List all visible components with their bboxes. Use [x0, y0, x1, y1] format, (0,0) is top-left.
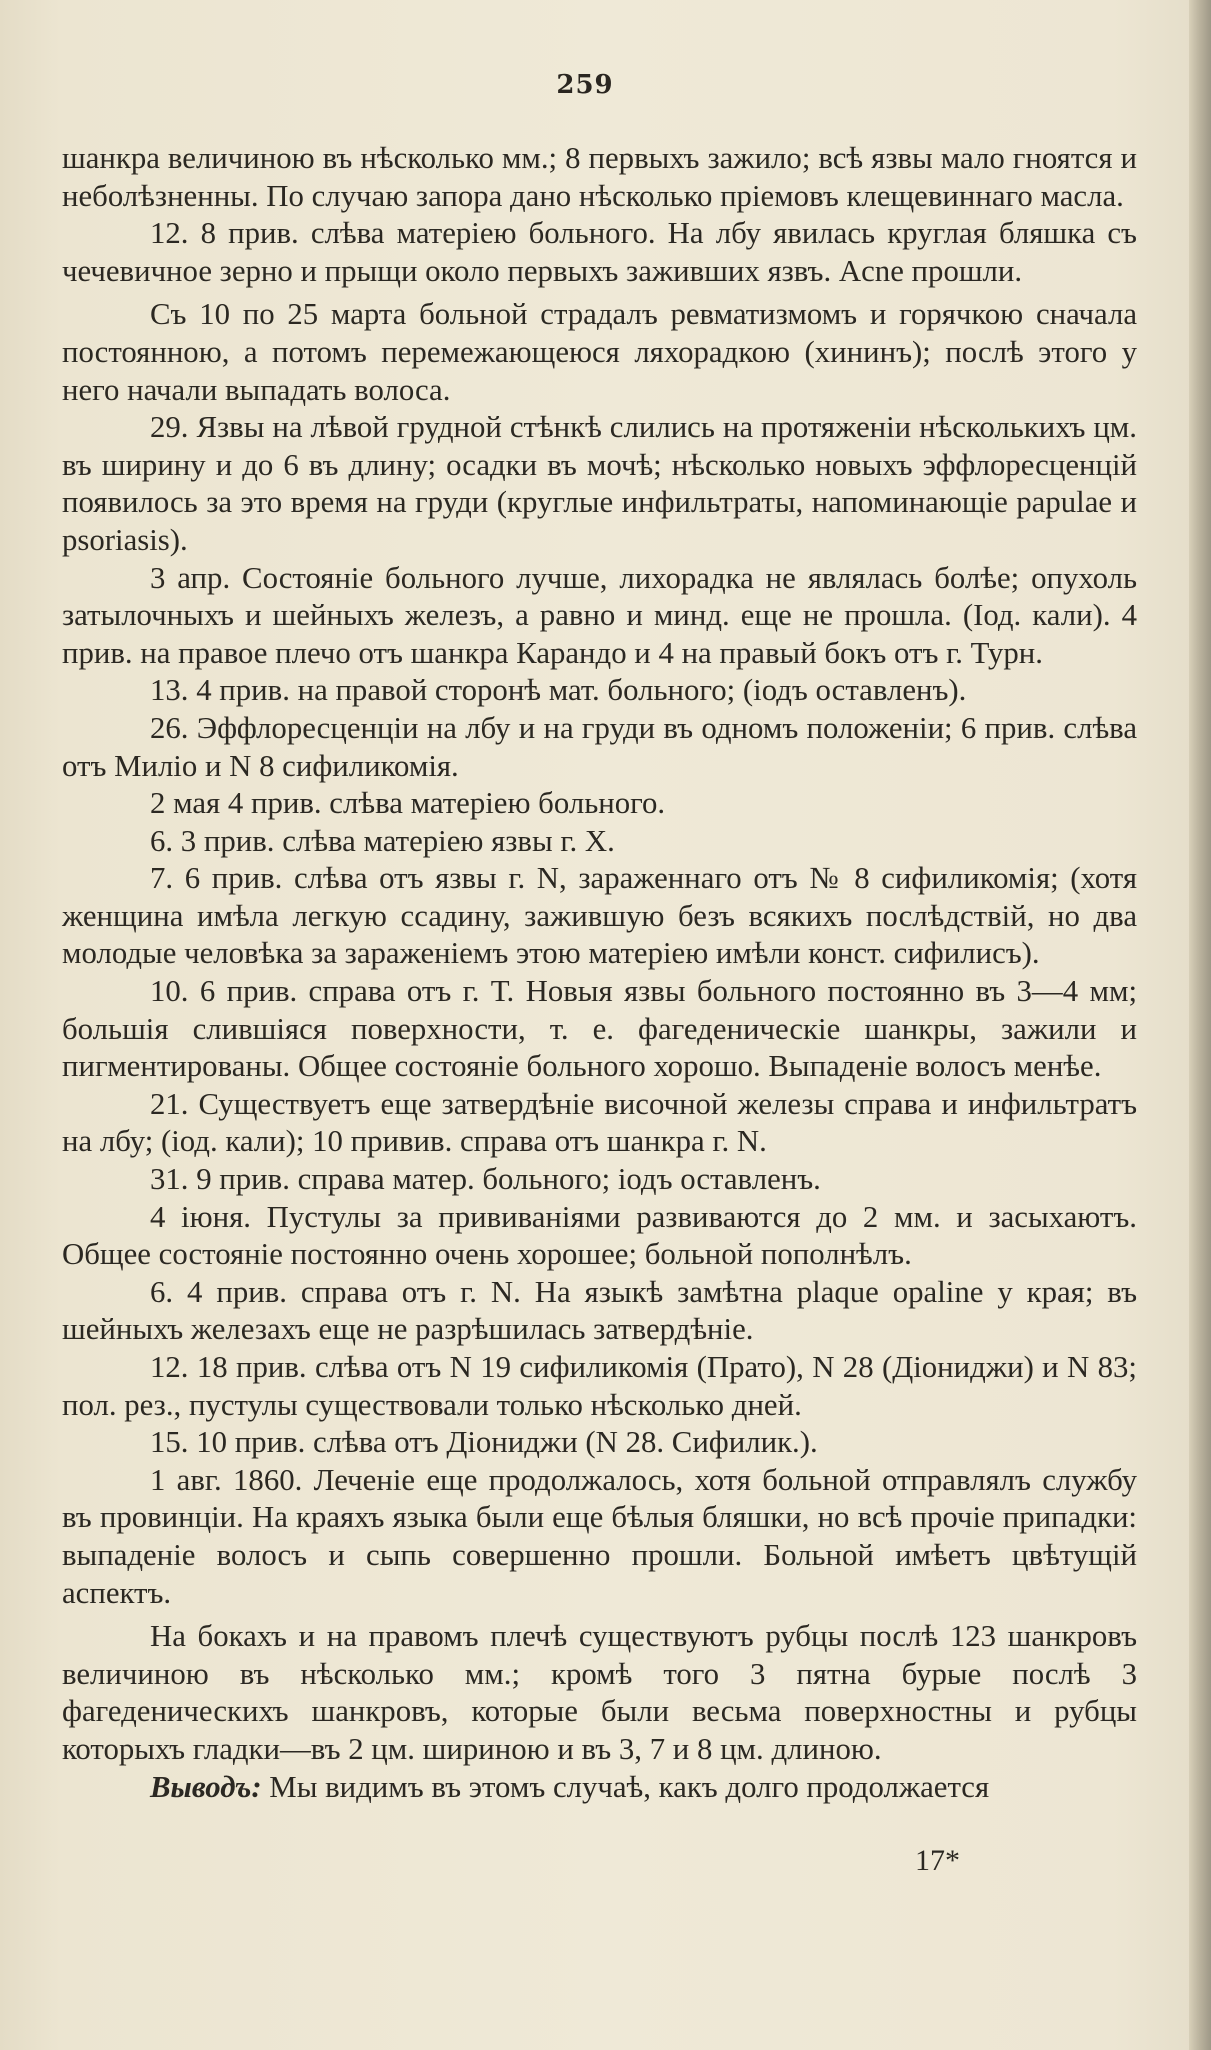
page-body-text: [62, 140, 1137, 1806]
paragraph-continuation: шанкра величиною въ нѣсколько мм.; 8 первыхъ зажило; всѣ язвы мало гноятся и неболѣзненны. По случаю запора дано нѣсколько пріемовъ клещевиннаго масла.: [62, 141, 1137, 213]
entry-april-13: 13. 4 прив. на правой сторонѣ мат. больного; (іодъ оставленъ).: [150, 673, 967, 708]
entry-june-15: 15. 10 прив. слѣва отъ Діониджи (N 28. Сифилик.).: [150, 1425, 818, 1460]
entry-april-26: 26. Эффлоресценціи на лбу и на груди въ одномъ положеніи; 6 прив. слѣва отъ Миліо и N 8 сифиликомія.: [62, 710, 1137, 783]
paragraph-conclusion: [62, 1769, 1137, 1807]
book-binding-edge: [1189, 0, 1211, 2050]
paragraph-fever: Съ 10 по 25 марта больной страдалъ ревматизмомъ и горячкою сначала постоянною, а потомъ перемежающеюся ляхорадкою (хининъ); послѣ этого у него начали выпадать волоса.: [62, 297, 1137, 407]
entry-may-21: 21. Существуетъ еще затвердѣніе височной железы справа и инфильтратъ на лбу; (іод. кали); 10 привив. справа отъ шанкра г. N.: [62, 1086, 1137, 1159]
signature-mark: 17*: [915, 1844, 960, 1877]
entry-june-12: 12. 18 прив. слѣва отъ N 19 сифиликомія (Прато), N 28 (Діониджи) и N 83; пол. рез., пустулы существовали только нѣсколько дней.: [62, 1350, 1137, 1422]
entry-march-12: 12. 8 прив. слѣва матеріею больного. На лбу явилась круглая бляшка съ чечевичное зерно и прыщи около первыхъ заживших язвъ. Acne прошли.: [62, 216, 1137, 288]
entry-may-7: 7. 6 прив. слѣва отъ язвы г. N, зараженнаго отъ № 8 сифиликомія; (хотя женщина имѣла легкую ссадину, зажившую безъ всякихъ послѣдствій, но два молодые человѣка за зараженіемъ этою матеріею имѣли конст. сифилисъ).: [62, 861, 1137, 971]
conclusion-label: Выводъ:: [150, 1769, 262, 1804]
entry-june-4: 4 іюня. Пустулы за прививаніями развиваются до 2 мм. и засыхаютъ. Общее состояніе постоянно очень хорошее; больной пополнѣлъ.: [62, 1199, 1137, 1272]
entry-may-2: 2 мая 4 прив. слѣва матеріею больного.: [150, 786, 666, 821]
entry-august-1: 1 авг. 1860. Леченіе еще продолжалось, хотя больной отправлялъ службу въ провинціи. На краяхъ языка были еще бѣлыя бляшки, но всѣ прочіе припадки: выпаденіе волосъ и сыпь совершенно прошли. Больной имѣетъ цвѣтущій аспектъ.: [62, 1462, 1137, 1610]
entry-may-31: 31. 9 прив. справа матер. больного; іодъ оставленъ.: [150, 1162, 821, 1197]
entry-june-6: 6. 4 прив. справа отъ г. N. На языкѣ замѣтна plaque opaline у края; въ шейныхъ железахъ еще не разрѣшилась затвердѣніе.: [62, 1274, 1137, 1347]
entry-march-29: 29. Язвы на лѣвой грудной стѣнкѣ слились на протяженіи нѣсколькихъ цм. въ ширину и до 6 въ длину; осадки въ мочѣ; нѣсколько новыхъ эффлоресценцій появилось за это время на груди (круглые инфильтраты, напоминающіе papulae и psoriasis).: [62, 410, 1137, 557]
entry-april-3: 3 апр. Состояніе больного лучше, лихорадка не являлась болѣе; опухоль затылочныхъ и шейныхъ железъ, а равно и минд. еще не прошла. (Іод. кали). 4 прив. на правое плечо отъ шанкра Карандо и 4 на правый бокъ отъ г. Турн.: [62, 560, 1137, 670]
paragraph-scars: На бокахъ и на правомъ плечѣ существуютъ рубцы послѣ 123 шанкровъ величиною въ нѣсколько мм.; кромѣ того 3 пятна бурые послѣ 3 фагеденическихъ шанкровъ, которые были весьма поверхностны и рубцы которыхъ гладки—въ 2 цм. шириною и въ 3, 7 и 8 цм. длиною.: [62, 1619, 1137, 1766]
entry-may-6: 6. 3 прив. слѣва матеріею язвы г. X.: [150, 823, 615, 858]
entry-may-10: 10. 6 прив. справа отъ г. Т. Новыя язвы больного постоянно въ 3—4 мм; большія слившіяся поверхности, т. е. фагеденическіе шанкры, зажили и пигментированы. Общее состояніе больного хорошо. Выпаденіе волосъ менѣе.: [62, 974, 1137, 1084]
conclusion-text: Мы видимъ въ этомъ случаѣ, какъ долго продолжается: [261, 1769, 990, 1804]
page-number: 259: [556, 70, 614, 100]
